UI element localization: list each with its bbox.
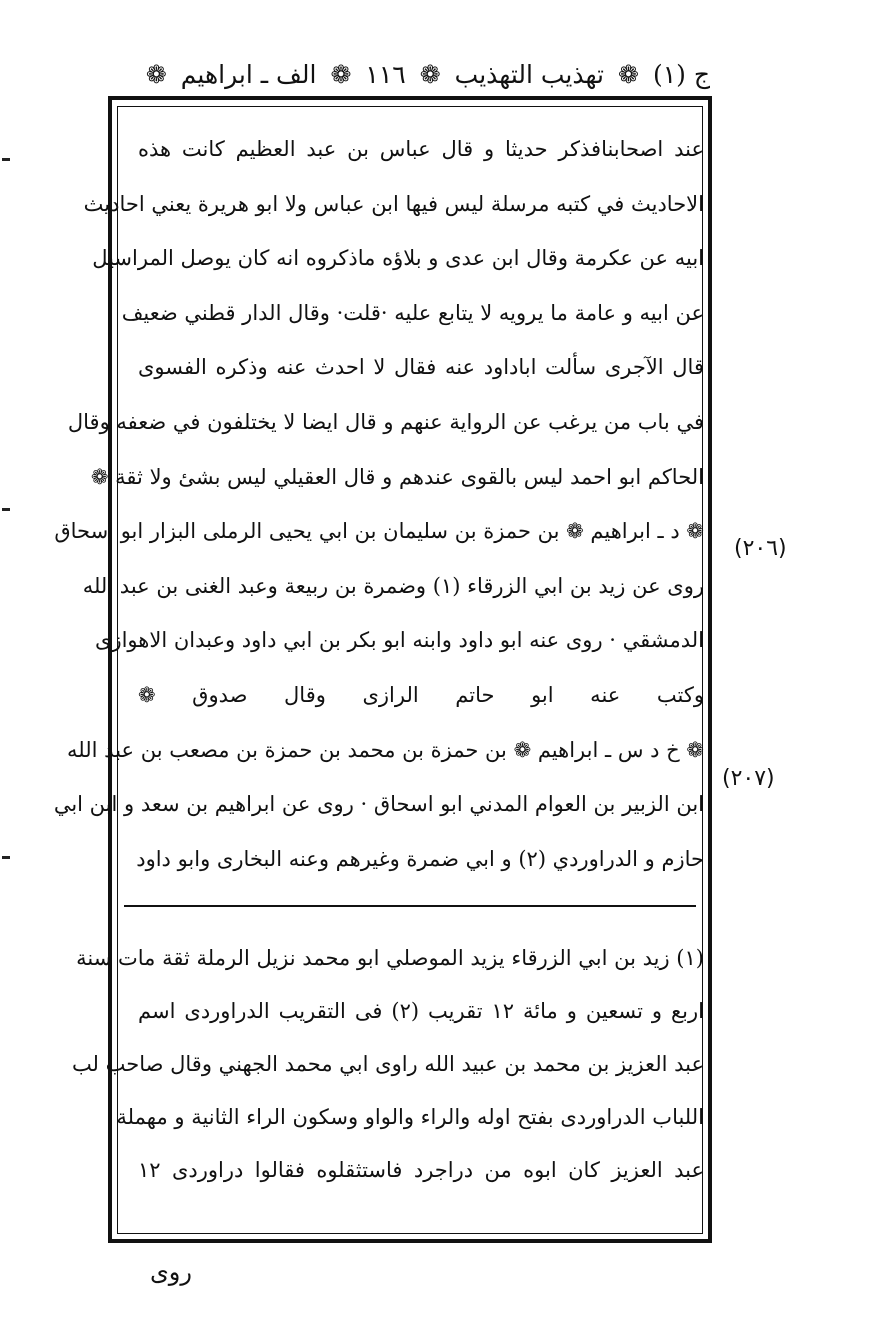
ornament-icon: ❁ xyxy=(145,59,167,89)
text-line: روى عن زيد بن ابي الزرقاء (١) وضمرة بن ربيعة وعبد الغنى بن عبد الله xyxy=(82,573,704,598)
footnote-line: (١) زيد بن ابي الزرقاء يزيد الموصلي ابو محمد نزيل الرملة ثقة مات سنة xyxy=(76,946,704,970)
entry-number-206: (٢٠٦) xyxy=(734,536,787,561)
page-header xyxy=(110,52,710,96)
footnote-line: اللباب الدراوردى بفتح اوله والراء والواو وسكون الراء الثانية و مهملة xyxy=(116,1105,704,1129)
footnote-line: عبد العزيز كان ابوه من دراجرد فاستثقلوه فقالوا دراوردى ١٢ xyxy=(138,1158,704,1182)
footnote-line: اربع و تسعين و مائة ١٢ تقريب (٢) فى التقريب الدراوردى اسم xyxy=(138,999,704,1023)
text-line: عن ابيه و عامة ما يرويه لا يتابع عليه ·قلت· وقال الدار قطني ضعيف xyxy=(121,300,704,325)
text-line: الحاكم ابو احمد ليس بالقوى عندهم و قال العقيلي ليس بشئ ولا ثقة ❁ xyxy=(90,464,704,489)
ornament-icon: ❁ xyxy=(419,59,441,89)
scan-mark xyxy=(2,856,10,859)
volume-label: ج (١) xyxy=(652,59,710,89)
scan-mark xyxy=(2,158,10,161)
ornament-icon: ❁ xyxy=(330,59,352,89)
text-line: ❁ خ د س ـ ابراهيم ❁ بن حمزة بن محمد بن حمزة بن مصعب بن عبد الله xyxy=(67,737,704,762)
text-line: الاحاديث في كتبه مرسلة ليس فيها ابن عباس ولا ابو هريرة يعني احاديث xyxy=(83,191,704,216)
book-title: تهذيب التهذيب xyxy=(454,59,604,89)
text-line: عند اصحابنافذكر حديثا و قال عباس بن عبد العظيم كانت هذه xyxy=(138,137,704,161)
text-line: وكتب عنه ابو حاتم الرازى وقال صدوق ❁ xyxy=(138,683,704,707)
page-number: ١١٦ xyxy=(365,59,406,89)
section-title: الف ـ ابراهيم xyxy=(180,59,317,89)
text-line: ابن الزبير بن العوام المدني ابو اسحاق · روى عن ابراهيم بن سعد و ابن ابي xyxy=(53,792,704,817)
footnote-line: عبد العزيز بن محمد بن عبيد الله راوى ابي محمد الجهني وقال صاحب لب xyxy=(71,1052,704,1076)
ornament-icon: ❁ xyxy=(618,59,639,89)
text-line: ❁ د ـ ابراهيم ❁ بن حمزة بن سليمان بن ابي يحيى الرملى البزار ابو اسحاق xyxy=(54,519,704,544)
text-line: قال الآجرى سألت اباداود عنه فقال لا احدث عنه وذكره الفسوى xyxy=(138,355,704,380)
text-line: حازم و الدراوردي (٢) و ابي ضمرة وغيرهم وعنه البخارى وابو داود xyxy=(136,846,704,871)
text-line: الدمشقي · روى عنه ابو داود وابنه ابو بكر بن ابي داود وعبدان الاهوازى xyxy=(95,628,704,653)
scan-mark xyxy=(2,508,10,511)
footnote-divider xyxy=(124,905,696,907)
entry-number-207: (٢٠٧) xyxy=(722,766,775,791)
text-line: في باب من يرغب عن الرواية عنهم و قال ايضا لا يختلفون في ضعفه وقال xyxy=(67,410,704,434)
text-line: ابيه عن عكرمة وقال ابن عدى و بلاؤه ماذكروه انه كان يوصل المراسيل xyxy=(92,246,704,271)
catchword: روى xyxy=(150,1258,192,1286)
